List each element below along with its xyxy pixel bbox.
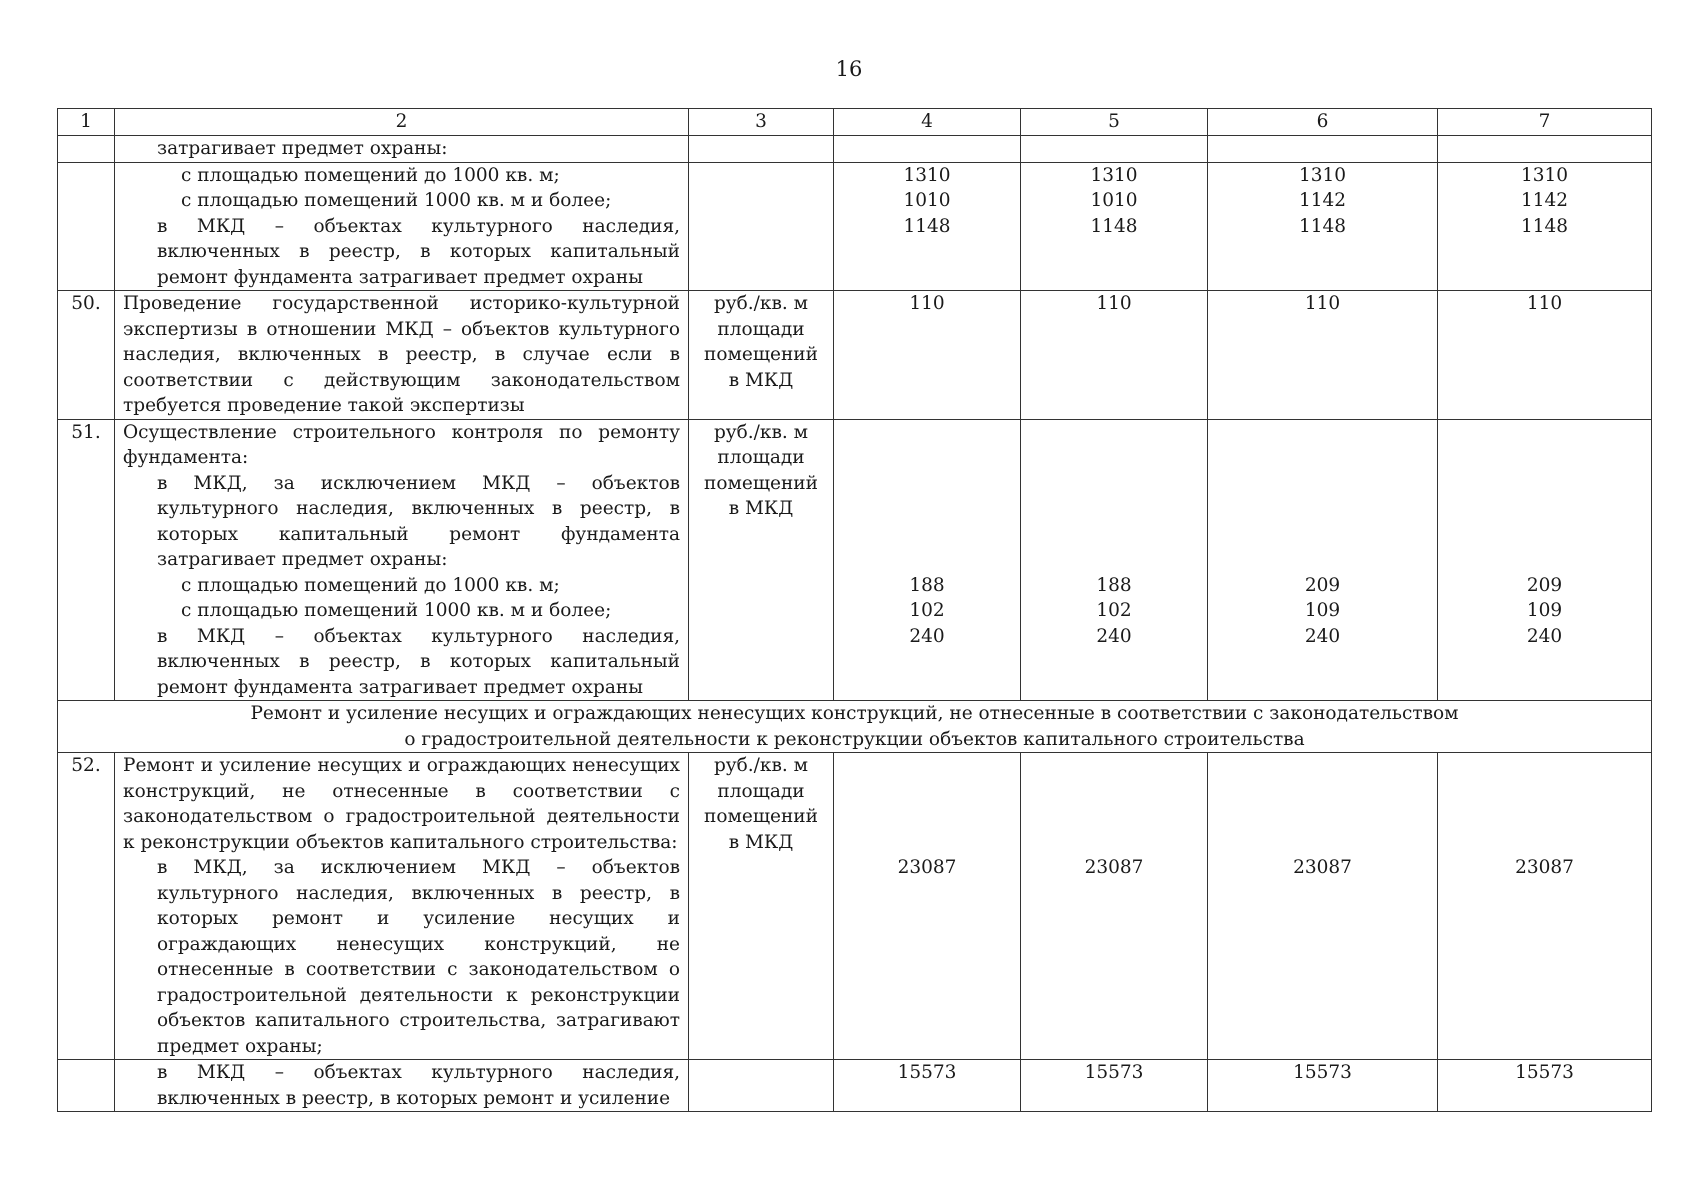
cost-value: [1021, 496, 1207, 522]
work-description: [115, 753, 689, 1060]
cost-value: 109: [1526, 600, 1563, 621]
unit-of-measure: [689, 291, 834, 420]
cost-value-col-7: [1438, 753, 1652, 1060]
cost-value: [1438, 804, 1651, 830]
unit-line: помещений: [704, 806, 818, 827]
row-number: 52.: [58, 753, 115, 1060]
cost-value: 1142: [1520, 190, 1569, 211]
page-number: 16: [835, 57, 863, 81]
unit-of-measure: [689, 1060, 834, 1112]
section-heading: [58, 701, 1652, 753]
unit-line: помещений: [704, 344, 818, 365]
row-number: [58, 1060, 115, 1112]
cost-value: [1021, 420, 1207, 446]
cost-value-col-7: [1438, 162, 1652, 291]
description-paragraph: с площадью помещений до 1000 кв. м;: [181, 164, 560, 186]
cost-value: [1438, 471, 1651, 497]
cost-value-col-5: [1021, 419, 1208, 701]
cost-value: [834, 547, 1020, 573]
cost-value: [1208, 496, 1437, 522]
cost-value-col-5: [1021, 1060, 1208, 1112]
column-number-1: 1: [58, 109, 115, 136]
cost-value-col-6: [1208, 753, 1438, 1060]
cost-value: 209: [1526, 574, 1563, 596]
cost-value: 1148: [1520, 215, 1569, 237]
cost-value: 1310: [1090, 164, 1138, 186]
cost-value: [1021, 522, 1207, 548]
cost-value: 23087: [1515, 857, 1574, 878]
cost-value: [1021, 830, 1207, 856]
unit-line: в МКД: [728, 369, 794, 391]
row-number: [58, 136, 115, 163]
cost-value-col-7: [1438, 291, 1652, 420]
cost-value: [834, 779, 1020, 805]
cost-value: [1021, 445, 1207, 471]
cost-value-col-7: [1438, 1060, 1652, 1112]
cost-value: [834, 496, 1020, 522]
column-number-6: 6: [1208, 109, 1438, 136]
cost-value: [1021, 753, 1207, 779]
cost-value: 109: [1304, 600, 1341, 621]
cost-value: 15573: [1293, 1062, 1352, 1083]
cost-value: [1438, 753, 1651, 779]
cost-value: 188: [909, 574, 945, 596]
column-number-4: 4: [834, 109, 1021, 136]
cost-value: [1208, 830, 1437, 856]
description-paragraph: с площадью помещений 1000 кв. м и более;: [181, 190, 612, 211]
cost-value: 1310: [903, 164, 951, 186]
work-description: [115, 162, 689, 291]
column-header-row: [58, 109, 1652, 136]
unit-of-measure: [689, 136, 834, 163]
cost-value-col-5: [1021, 162, 1208, 291]
cost-value: [834, 420, 1020, 446]
description-paragraph: с площадью помещений 1000 кв. м и более;: [181, 600, 612, 621]
cost-value: 23087: [1084, 857, 1144, 878]
table-row: [58, 136, 1652, 163]
cost-value: 240: [909, 625, 945, 647]
cost-value: 1310: [1520, 164, 1569, 186]
table-row: [58, 162, 1652, 291]
work-description: [115, 419, 689, 701]
description-paragraph: Ремонт и усиление несущих и ограждающих ненесущих конструкций, не отнесенные в соответствии с законодательством о градостроительной деятельности к реконструкции объектов капитального строительства:: [123, 755, 680, 853]
cost-value: [1208, 522, 1437, 548]
cost-value: 1142: [1298, 190, 1347, 211]
cost-value: 110: [1304, 293, 1341, 314]
unit-line: руб./кв. м: [713, 421, 809, 443]
cost-value-col-4: [834, 1060, 1021, 1112]
unit-of-measure: [689, 162, 834, 291]
cost-value: [834, 804, 1020, 830]
cost-value: 102: [1096, 600, 1132, 621]
cost-value: [1438, 420, 1651, 446]
cost-value: 1148: [1298, 215, 1347, 237]
cost-value: 102: [909, 600, 945, 621]
column-number-2: 2: [115, 109, 689, 136]
table-row: [58, 291, 1652, 420]
cost-value-col-4: [834, 291, 1021, 420]
cost-value: [1208, 753, 1437, 779]
cost-value-col-4: [834, 419, 1021, 701]
cost-value: 1310: [1298, 164, 1347, 186]
unit-of-measure: [689, 419, 834, 701]
unit-line: руб./кв. м: [713, 755, 809, 776]
column-number-3: 3: [689, 109, 834, 136]
cost-value-col-4: [834, 162, 1021, 291]
cost-value-col-4: [834, 753, 1021, 1060]
cost-value: [1021, 804, 1207, 830]
section-heading-line: Ремонт и усиление несущих и ограждающих ненесущих конструкций, не отнесенные в соответствии с законодательством: [250, 703, 1459, 724]
cost-value-col-7: [1438, 419, 1652, 701]
description-paragraph: в МКД – объектах культурного наследия, включенных в реестр, в которых ремонт и усиление: [157, 1062, 680, 1109]
cost-value: [834, 445, 1020, 471]
table-row: [58, 419, 1652, 701]
cost-value-col-5: [1021, 136, 1208, 163]
unit-of-measure: [689, 753, 834, 1060]
cost-norms-table: [57, 108, 1652, 1112]
cost-value: [1438, 522, 1651, 548]
cost-value: [1208, 471, 1437, 497]
cost-value: [1021, 779, 1207, 805]
table-row: [58, 753, 1652, 1060]
description-paragraph: затрагивает предмет охраны:: [157, 138, 448, 159]
description-paragraph: в МКД, за исключением МКД – объектов культурного наследия, включенных в реестр, в которых капитальный ремонт фундамента затрагивает предмет охраны:: [157, 472, 680, 570]
cost-value: 209: [1304, 574, 1341, 596]
cost-value: 1010: [1090, 190, 1138, 211]
column-number-7: 7: [1438, 109, 1652, 136]
cost-value: [1208, 779, 1437, 805]
description-paragraph: в МКД – объектах культурного наследия, включенных в реестр, в которых капитальный ремонт фундамента затрагивает предмет охраны: [157, 625, 680, 698]
cost-value: [1208, 420, 1437, 446]
row-number: 51.: [58, 419, 115, 701]
column-number-5: 5: [1021, 109, 1208, 136]
cost-value: 110: [1526, 293, 1563, 314]
cost-value: 15573: [1084, 1062, 1144, 1083]
cost-value: [1208, 445, 1437, 471]
table-row: [58, 1060, 1652, 1112]
cost-value-col-7: [1438, 136, 1652, 163]
cost-value-col-6: [1208, 136, 1438, 163]
unit-line: в МКД: [728, 498, 794, 519]
row-number: [58, 162, 115, 291]
cost-value: [1021, 471, 1207, 497]
description-paragraph: с площадью помещений до 1000 кв. м;: [181, 574, 560, 596]
work-description: [115, 291, 689, 420]
cost-value: 1148: [1090, 215, 1138, 237]
work-description: [115, 136, 689, 163]
cost-value-col-4: [834, 136, 1021, 163]
cost-value: 15573: [897, 1062, 957, 1083]
cost-value: [834, 471, 1020, 497]
description-paragraph: Проведение государственной историко-культурной экспертизы в отношении МКД – объектов культурного наследия, включенных в реестр, в случае если в соответствии с действующим законодательством требуется проведение такой экспертизы: [123, 293, 680, 416]
description-paragraph: в МКД, за исключением МКД – объектов культурного наследия, включенных в реестр, в которых ремонт и усиление несущих и ограждающих ненесущих конструкций, не отнесенные в соответствии с законодательством о градостроительной деятельности к реконструкции объектов капитального строительства, затрагивают предмет охраны;: [157, 857, 680, 1057]
cost-value: 110: [909, 293, 945, 314]
cost-value-col-6: [1208, 162, 1438, 291]
cost-value: 23087: [897, 857, 957, 878]
cost-value: [834, 753, 1020, 779]
section-heading-line: о градостроительной деятельности к реконструкции объектов капитального строительства: [404, 728, 1305, 750]
cost-value: 23087: [1293, 857, 1352, 878]
unit-line: площади: [717, 318, 805, 340]
cost-value: 1010: [903, 190, 951, 211]
row-number: 50.: [58, 291, 115, 420]
cost-value: [1438, 445, 1651, 471]
cost-value: 240: [1526, 625, 1563, 647]
description-paragraph: Осуществление строительного контроля по ремонту фундамента:: [123, 421, 680, 468]
cost-value: 188: [1096, 574, 1132, 596]
cost-value-col-5: [1021, 291, 1208, 420]
cost-value: 1148: [903, 215, 951, 237]
section-heading-row: [58, 701, 1652, 753]
cost-value: [1438, 496, 1651, 522]
unit-line: площади: [717, 780, 805, 802]
cost-value: 240: [1096, 625, 1132, 647]
cost-value: 240: [1304, 625, 1341, 647]
cost-value: 110: [1096, 293, 1132, 314]
cost-value: [834, 522, 1020, 548]
unit-line: в МКД: [728, 831, 794, 853]
cost-value: [834, 830, 1020, 856]
unit-line: помещений: [704, 472, 818, 494]
cost-value: [1438, 830, 1651, 856]
cost-value: [1208, 547, 1437, 573]
cost-value-col-6: [1208, 1060, 1438, 1112]
cost-value: [1438, 547, 1651, 573]
unit-line: руб./кв. м: [713, 293, 809, 314]
cost-value: 15573: [1515, 1062, 1574, 1083]
cost-value-col-5: [1021, 753, 1208, 1060]
cost-value: [1021, 547, 1207, 573]
cost-value: [1438, 779, 1651, 805]
description-paragraph: в МКД – объектах культурного наследия, включенных в реестр, в которых капитальный ремонт фундамента затрагивает предмет охраны: [157, 215, 680, 288]
cost-value: [1208, 804, 1437, 830]
cost-value-col-6: [1208, 419, 1438, 701]
work-description: [115, 1060, 689, 1112]
unit-line: площади: [717, 447, 805, 468]
cost-value-col-6: [1208, 291, 1438, 420]
